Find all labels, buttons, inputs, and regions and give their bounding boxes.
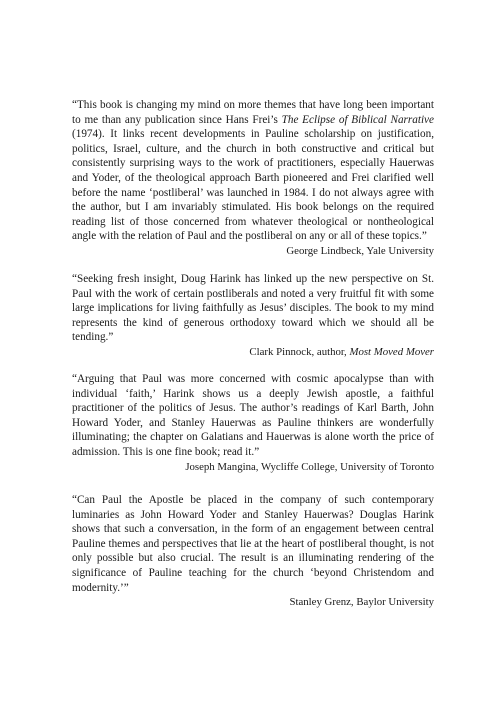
endorsement-quote: “Can Paul the Apostle be placed in the company of such contemporary luminaries as John Howard Yoder and Stanley Hauerwas? Douglas Harink shows that such a conversation, in the form of an engagement between central Pauline themes and perspectives that lie at the heart of postliberal thought, is not only possible but also crucial. The result is an illuminating rendering of the significance of Pauline teaching for the church ‘beyond Christendom and modernity.’” <box>72 494 434 594</box>
endorsement-attribution: George Lindbeck, Yale University <box>286 244 434 257</box>
endorsement-attribution: Joseph Mangina, Wycliffe College, University of Toronto <box>185 460 434 473</box>
endorsement-mangina <box>72 372 434 474</box>
attribution-text: Clark Pinnock, author, <box>249 345 350 358</box>
endorsement-lindbeck <box>72 98 434 258</box>
book-title: The Eclipse of Biblical Narrative <box>281 113 434 126</box>
quote-text: (1974). It links recent developments in Pauline scholarship on justification, politics, Israel, culture, and the church in both constructive and critical but consistently surprising ways to the work of practitioners, especially Hauerwas and Yoder, of the theological approach Barth pioneered and Frei clarified well before the name ‘postliberal’ was launched in 1984. I do not always agree with the author, but I am invariably stimulated. His book belongs on the required reading list of those concerned from whatever theological or nontheological angle with the relation of Paul and the postliberal on any or all of these topics.” <box>72 128 434 243</box>
endorsement-attribution <box>72 345 434 359</box>
quote-text: “This book is changing my mind on more themes that have long been important to me than any publication since Hans Frei’s <box>72 99 434 126</box>
endorsement-grenz <box>72 493 434 609</box>
book-title: Most Moved Mover <box>349 345 434 358</box>
endorsement-quote: “Arguing that Paul was more concerned with cosmic apocalypse than with individual ‘faith,’ Harink shows us a deeply Jewish apostle, a faithful practitioner of the politics of Jesus. The author’s readings of Karl Barth, John Howard Yoder, and Stanley Hauerwas as Pauline thinkers are wonderfully illuminating; the chapter on Galatians and Hauerwas is alone worth the price of admission. This is one fine book; read it.” <box>72 373 434 458</box>
endorsement-attribution: Stanley Grenz, Baylor University <box>289 596 434 609</box>
endorsement-pinnock <box>72 272 434 359</box>
endorsement-quote: “Seeking fresh insight, Doug Harink has linked up the new perspective on St. Paul with the work of certain postliberals and noted a very fruitful fit with some large implications for living faithfully as Jesus’ disciples. The book to my mind represents the kind of generous orthodoxy toward which we should all be tending.” <box>72 273 434 344</box>
endorsement-quote <box>72 98 434 244</box>
